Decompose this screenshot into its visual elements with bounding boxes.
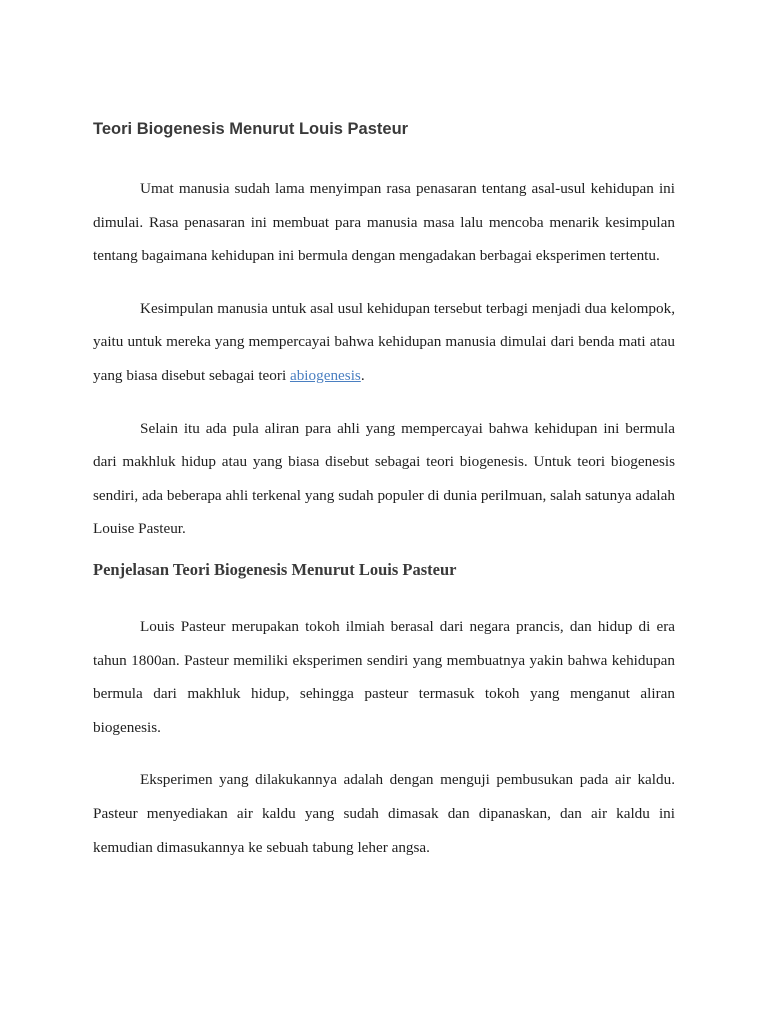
page-title: Teori Biogenesis Menurut Louis Pasteur	[93, 120, 409, 138]
paragraph-4: Louis Pasteur merupakan tokoh ilmiah berasal dari negara prancis, dan hidup di era tahun 1800an. Pasteur memiliki eksperimen sendiri yang membuatnya yakin bahwa kehidupan bermula dari makhluk hidup, sehingga pasteur termasuk tokoh yang menganut aliran biogenesis.	[93, 617, 675, 736]
section-heading: Penjelasan Teori Biogenesis Menurut Louis Pasteur	[93, 559, 457, 579]
paragraph-2-end: .	[360, 366, 365, 384]
paragraph-5: Eksperimen yang dilakukannya adalah dengan menguji pembusukan pada air kaldu. Pasteur menyediakan air kaldu yang sudah dimasak dan dipanaskan, dan air kaldu ini kemudian dimasukannya ke sebuah tabung leher angsa.	[93, 771, 675, 856]
document-body	[93, 112, 675, 883]
paragraph-3: Selain itu ada pula aliran para ahli yang mempercayai bahwa kehidupan ini bermula dari makhluk hidup atau yang biasa disebut sebagai teori biogenesis. Untuk teori biogenesis sendiri, ada beberapa ahli terkenal yang sudah populer di dunia perilmuan, salah satunya adalah Louise Pasteur.	[93, 419, 675, 538]
paragraph-2	[93, 292, 675, 393]
paragraph-1: Umat manusia sudah lama menyimpan rasa penasaran tentang asal-usul kehidupan ini dimulai. Rasa penasaran ini membuat para manusia masa lalu mencoba menarik kesimpulan tentang bagaimana kehidupan ini bermula dengan mengadakan berbagai eksperimen tertentu.	[93, 180, 675, 265]
paragraph-2-text: Kesimpulan manusia untuk asal usul kehidupan tersebut terbagi menjadi dua kelompok, yaitu untuk mereka yang mempercayai bahwa kehidupan manusia dimulai dari benda mati atau yang biasa disebut sebagai teori	[93, 299, 675, 384]
abiogenesis-link[interactable]: abiogenesis	[289, 366, 361, 384]
